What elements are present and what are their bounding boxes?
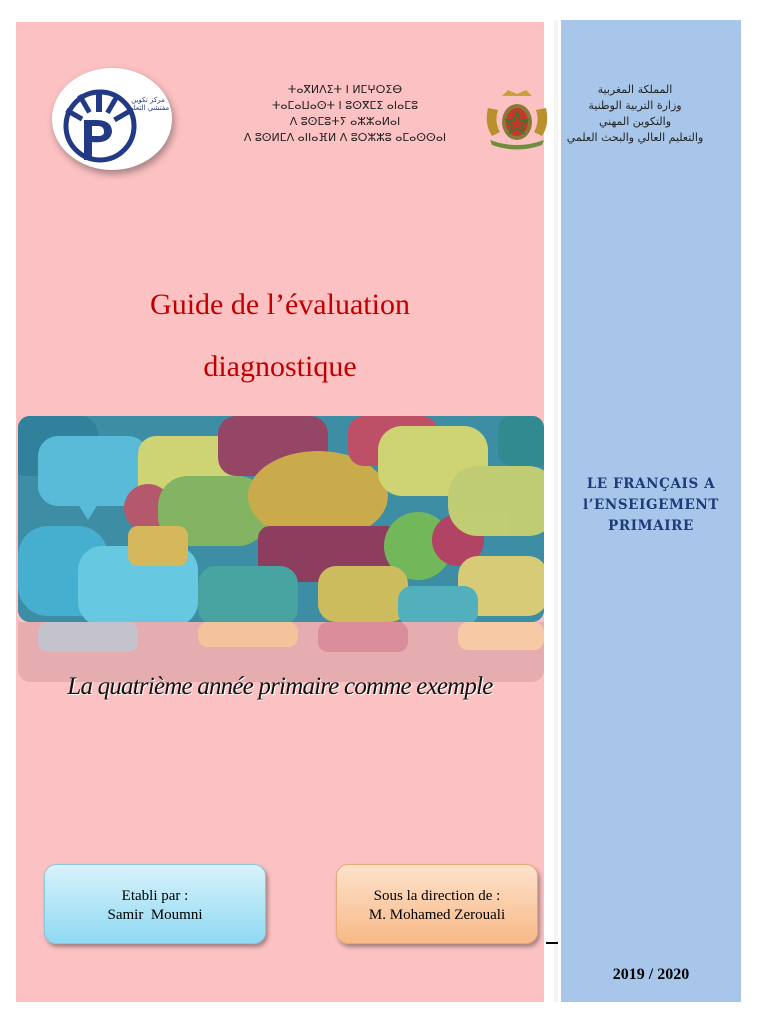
logo-caption-line1: مركز تكوين	[131, 96, 165, 104]
academic-year: 2019 / 2020	[612, 966, 690, 983]
supervised-by-name: M. Mohamed Zerouali	[368, 907, 506, 923]
sidebar-title-line2: l’ENSEIGEMENT	[582, 497, 720, 513]
logo-caption	[126, 96, 170, 112]
document-subtitle: La quatrième année primaire comme exemple	[67, 673, 493, 700]
ministry-name-arabic	[560, 82, 710, 146]
speech-bubbles-image	[18, 416, 544, 622]
speech-bubbles-illustration	[18, 416, 544, 622]
tifinagh-line-2: ⵜⴰⵎⴰⵡⴰⵙⵜ ⵏ ⵓⵙⴳⵎⵉ ⴰⵏⴰⵎⵓ	[271, 99, 419, 112]
ministry-name-tifinagh	[220, 82, 470, 146]
arabic-line-1: المملكة المغربية	[597, 83, 673, 96]
tifinagh-line-3: ⴷ ⵓⵙⵎⵓⵜⵢ ⴰⵣⵣⴰⵍⴰⵏ	[289, 115, 401, 128]
divider-dash	[546, 942, 558, 944]
supervised-by-box	[336, 864, 538, 944]
sidebar-title	[566, 474, 736, 537]
tifinagh-line-4: ⴷ ⵓⵙⵍⵎⴷ ⴰⵏⵏⴰⴼⵍ ⴷ ⵓⵔⵣⵣⵓ ⴰⵎⴰⵙⵙⴰⵏ	[243, 131, 447, 144]
logo-emblem-icon	[52, 68, 172, 170]
document-title-line1: Guide de l’évaluation	[150, 288, 410, 321]
sidebar-title-line3: PRIMAIRE	[608, 518, 694, 534]
prepared-by-name: Samir Moumni	[107, 907, 203, 923]
arabic-line-2: وزارة التربية الوطنية	[588, 99, 682, 112]
logo-caption-line2: مفتشي التعليم	[126, 104, 170, 112]
prepared-by-box	[44, 864, 266, 944]
moroccan-coat-of-arms-icon	[482, 88, 552, 150]
arabic-line-3: والتكوين المهني	[598, 115, 672, 128]
tifinagh-line-1: ⵜⴰⴳⵍⴷⵉⵜ ⵏ ⵍⵎⵖⵔⵉⴱ	[287, 83, 403, 96]
document-title-line2: diagnostique	[203, 350, 357, 383]
supervised-by-label: Sous la direction de :	[373, 888, 501, 904]
sidebar-title-line1: LE FRANÇAIS A	[586, 476, 716, 492]
training-center-logo	[52, 68, 172, 170]
prepared-by-label: Etabli par :	[121, 888, 189, 904]
arabic-line-4: والتعليم العالي والبحث العلمي	[566, 131, 704, 144]
